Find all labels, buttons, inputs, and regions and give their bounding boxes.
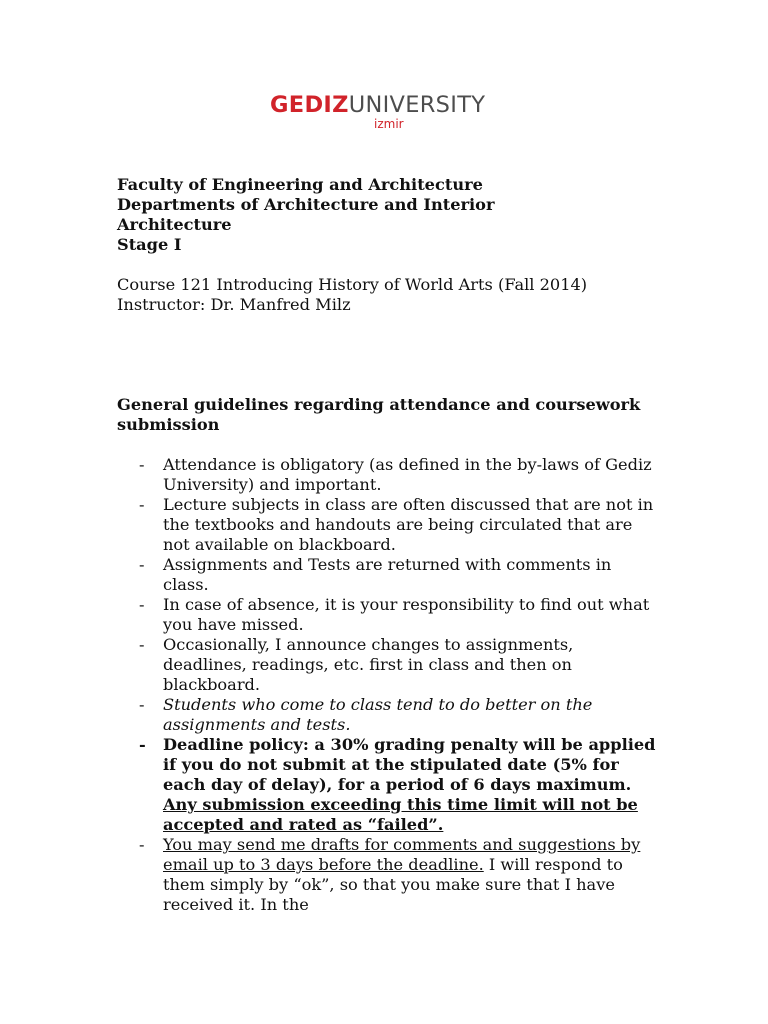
list-dash: - [139, 635, 145, 654]
document-body [117, 175, 662, 915]
drafts-response-text: I will respond to them simply by “ok”, so that you make sure that I have received it. In the [163, 855, 623, 914]
list-item [117, 695, 662, 735]
guidelines-list [117, 455, 662, 915]
instructor-name: Instructor: Dr. Manfred Milz [117, 295, 351, 314]
deadline-warning-text: Any submission exceeding this time limit will not be accepted and rated as “failed”. [163, 795, 638, 834]
university-logo [270, 92, 520, 132]
faculty-name: Faculty of Engineering and Architecture [117, 175, 483, 194]
list-dash: - [139, 735, 146, 754]
list-dash: - [139, 495, 145, 514]
drafts-policy-text: You may send me drafts for comments and suggestions by email up to 3 days before the deadline. [163, 835, 641, 874]
list-dash: - [139, 835, 145, 854]
list-item-text: In case of absence, it is your responsibility to find out what you have missed. [163, 595, 650, 634]
deadline-policy-text: Deadline policy: a 30% grading penalty will be applied if you do not submit at the stipulated date (5% for each day of delay), for a period of 6 days maximum. [163, 735, 656, 794]
list-dash: - [139, 695, 145, 714]
list-dash: - [139, 595, 145, 614]
list-item [117, 555, 662, 595]
course-info [117, 275, 662, 315]
list-item [117, 455, 662, 495]
list-dash: - [139, 555, 145, 574]
logo-brand-bold: GEDIZ [270, 92, 349, 118]
list-item [117, 635, 662, 695]
list-item [117, 595, 662, 635]
departments-line-2: Architecture [117, 215, 232, 234]
list-item [117, 495, 662, 555]
list-item-text: Students who come to class tend to do better on the assignments and tests. [163, 695, 593, 734]
logo-wordmark [270, 92, 520, 118]
stage-label: Stage I [117, 235, 182, 254]
list-item [117, 735, 662, 835]
course-title: Course 121 Introducing History of World Arts (Fall 2014) [117, 275, 588, 294]
list-item [117, 835, 662, 915]
logo-brand-light: UNIVERSITY [348, 92, 486, 118]
list-dash: - [139, 455, 145, 474]
list-item-text: Lecture subjects in class are often discussed that are not in the textbooks and handouts are being circulated that are not available on blackboard. [163, 495, 654, 554]
list-item-text: Assignments and Tests are returned with comments in class. [163, 555, 612, 594]
list-item-text: Occasionally, I announce changes to assignments, deadlines, readings, etc. first in class and then on blackboard. [163, 635, 574, 694]
faculty-heading [117, 175, 662, 255]
departments-line-1: Departments of Architecture and Interior [117, 195, 495, 214]
guidelines-title: General guidelines regarding attendance and coursework submission [117, 395, 641, 434]
logo-city: izmir [374, 117, 404, 131]
list-item-text: Attendance is obligatory (as defined in the by-laws of Gediz University) and important. [163, 455, 652, 494]
